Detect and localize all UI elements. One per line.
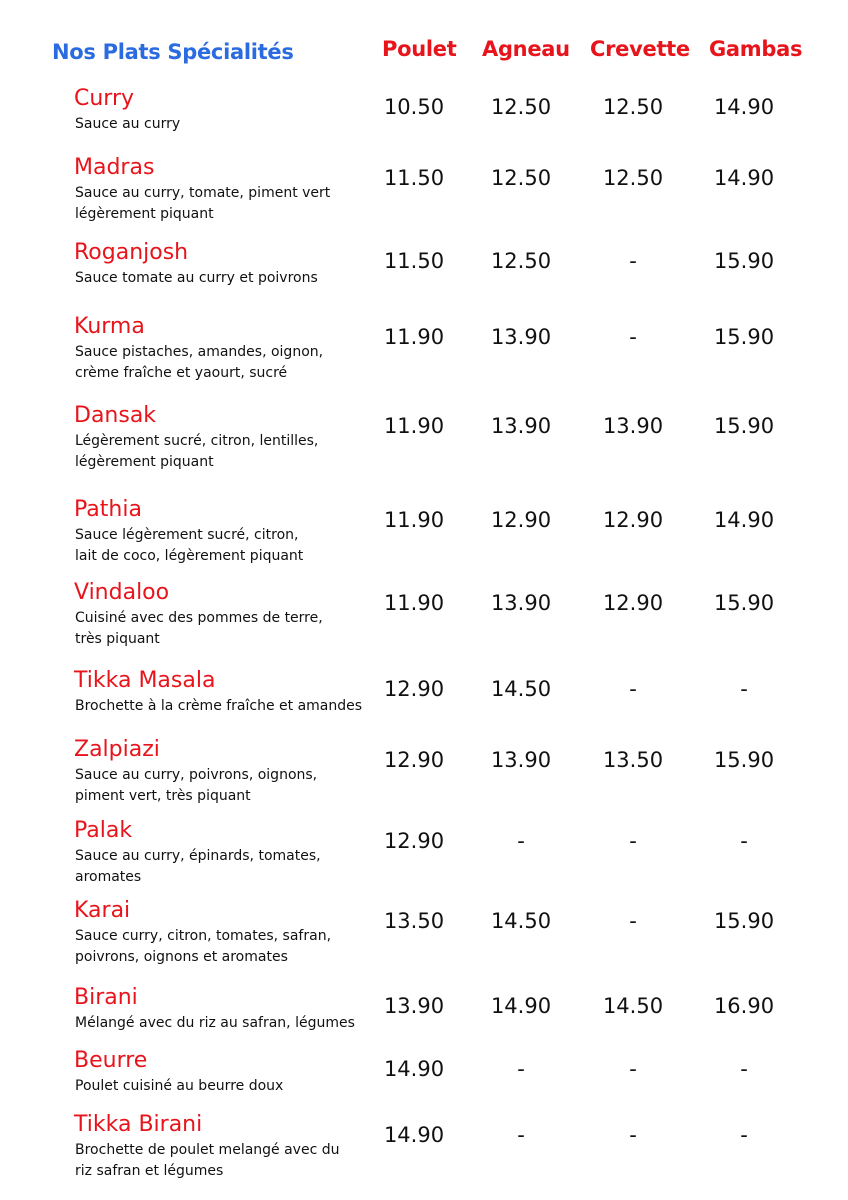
price-gambas: 15.90 xyxy=(713,909,775,933)
price-crevette: 12.50 xyxy=(602,166,664,190)
dish-row xyxy=(0,898,848,978)
dish-description: Sauce au curry, tomate, piment vert légèrement piquant xyxy=(75,185,331,222)
price-poulet: 13.90 xyxy=(383,994,445,1018)
price-agneau: 13.90 xyxy=(490,325,552,349)
dish-description: Sauce tomate au curry et poivrons xyxy=(75,270,318,286)
dish-description: Sauce pistaches, amandes, oignon, crème fraîche et yaourt, sucré xyxy=(75,344,324,381)
dish-name: Palak xyxy=(74,818,133,843)
price-gambas: - xyxy=(740,1057,748,1081)
dish-name: Roganjosh xyxy=(74,240,189,265)
dish-description: Légèrement sucré, citron, lentilles, légèrement piquant xyxy=(75,433,319,470)
price-crevette: - xyxy=(629,1057,637,1081)
price-agneau: 12.50 xyxy=(490,166,552,190)
price-poulet: 12.90 xyxy=(383,677,445,701)
price-agneau: 14.90 xyxy=(490,994,552,1018)
dish-description: Sauce curry, citron, tomates, safran, poivrons, oignons et aromates xyxy=(75,928,332,965)
dish-description: Cuisiné avec des pommes de terre, très piquant xyxy=(75,610,323,647)
price-agneau: 12.50 xyxy=(490,249,552,273)
price-crevette: - xyxy=(629,829,637,853)
dish-description: Sauce au curry xyxy=(75,116,181,132)
dish-row xyxy=(0,580,848,660)
price-gambas: 15.90 xyxy=(713,414,775,438)
price-gambas: 15.90 xyxy=(713,591,775,615)
dish-description: Sauce au curry, poivrons, oignons, piment vert, très piquant xyxy=(75,767,318,804)
price-agneau: 13.90 xyxy=(490,748,552,772)
price-gambas: - xyxy=(740,677,748,701)
price-crevette: 14.50 xyxy=(602,994,664,1018)
dish-row xyxy=(0,240,848,320)
dish-name: Curry xyxy=(74,86,135,111)
price-gambas: 14.90 xyxy=(713,95,775,119)
price-crevette: 12.90 xyxy=(602,591,664,615)
price-agneau: 13.90 xyxy=(490,591,552,615)
dish-row xyxy=(0,155,848,235)
dish-name: Vindaloo xyxy=(74,580,170,605)
price-gambas: 15.90 xyxy=(713,748,775,772)
dish-name: Kurma xyxy=(74,314,145,339)
price-agneau: - xyxy=(517,829,525,853)
price-gambas: 14.90 xyxy=(713,508,775,532)
column-header-crevette: Crevette xyxy=(590,37,690,61)
column-header-poulet: Poulet xyxy=(382,37,457,61)
price-gambas: - xyxy=(740,1123,748,1147)
dish-row xyxy=(0,1112,848,1192)
dish-name: Tikka Masala xyxy=(74,668,216,693)
dish-row xyxy=(0,314,848,394)
price-poulet: 10.50 xyxy=(383,95,445,119)
price-poulet: 12.90 xyxy=(383,748,445,772)
dish-row xyxy=(0,403,848,483)
price-agneau: 12.90 xyxy=(490,508,552,532)
price-poulet: 11.50 xyxy=(383,166,445,190)
price-crevette: 13.90 xyxy=(602,414,664,438)
dish-row xyxy=(0,737,848,817)
price-gambas: - xyxy=(740,829,748,853)
dish-description: Mélangé avec du riz au safran, légumes xyxy=(75,1015,355,1031)
price-poulet: 14.90 xyxy=(383,1123,445,1147)
dish-description: Brochette de poulet melangé avec du riz safran et légumes xyxy=(75,1142,340,1179)
price-crevette: - xyxy=(629,677,637,701)
dish-name: Dansak xyxy=(74,403,157,428)
dish-row xyxy=(0,497,848,577)
price-poulet: 11.90 xyxy=(383,414,445,438)
price-poulet: 11.90 xyxy=(383,508,445,532)
price-crevette: 12.50 xyxy=(602,95,664,119)
price-gambas: 14.90 xyxy=(713,166,775,190)
dish-description: Poulet cuisiné au beurre doux xyxy=(75,1078,284,1094)
price-gambas: 15.90 xyxy=(713,325,775,349)
price-agneau: 13.90 xyxy=(490,414,552,438)
dish-name: Zalpiazi xyxy=(74,737,160,762)
dish-name: Tikka Birani xyxy=(74,1112,203,1137)
price-gambas: 16.90 xyxy=(713,994,775,1018)
price-poulet: 11.90 xyxy=(383,325,445,349)
price-crevette: - xyxy=(629,1123,637,1147)
price-poulet: 12.90 xyxy=(383,829,445,853)
dish-description: Sauce au curry, épinards, tomates, aromates xyxy=(75,848,321,885)
dish-row xyxy=(0,818,848,898)
dish-description: Sauce légèrement sucré, citron, lait de coco, légèrement piquant xyxy=(75,527,304,564)
dish-name: Karai xyxy=(74,898,131,923)
price-agneau: - xyxy=(517,1123,525,1147)
menu-title: Nos Plats Spécialités xyxy=(52,40,294,64)
price-poulet: 14.90 xyxy=(383,1057,445,1081)
dish-name: Beurre xyxy=(74,1048,148,1073)
price-crevette: - xyxy=(629,249,637,273)
price-agneau: - xyxy=(517,1057,525,1081)
dish-name: Birani xyxy=(74,985,138,1010)
price-poulet: 13.50 xyxy=(383,909,445,933)
price-agneau: 12.50 xyxy=(490,95,552,119)
column-header-agneau: Agneau xyxy=(482,37,570,61)
dish-name: Madras xyxy=(74,155,155,180)
price-crevette: 12.90 xyxy=(602,508,664,532)
price-crevette: - xyxy=(629,909,637,933)
price-agneau: 14.50 xyxy=(490,909,552,933)
price-crevette: - xyxy=(629,325,637,349)
dish-name: Pathia xyxy=(74,497,142,522)
price-gambas: 15.90 xyxy=(713,249,775,273)
price-poulet: 11.50 xyxy=(383,249,445,273)
dish-description: Brochette à la crème fraîche et amandes xyxy=(75,698,363,714)
dish-row xyxy=(0,668,848,748)
dish-row xyxy=(0,86,848,166)
price-agneau: 14.50 xyxy=(490,677,552,701)
column-header-gambas: Gambas xyxy=(709,37,803,61)
price-poulet: 11.90 xyxy=(383,591,445,615)
price-crevette: 13.50 xyxy=(602,748,664,772)
